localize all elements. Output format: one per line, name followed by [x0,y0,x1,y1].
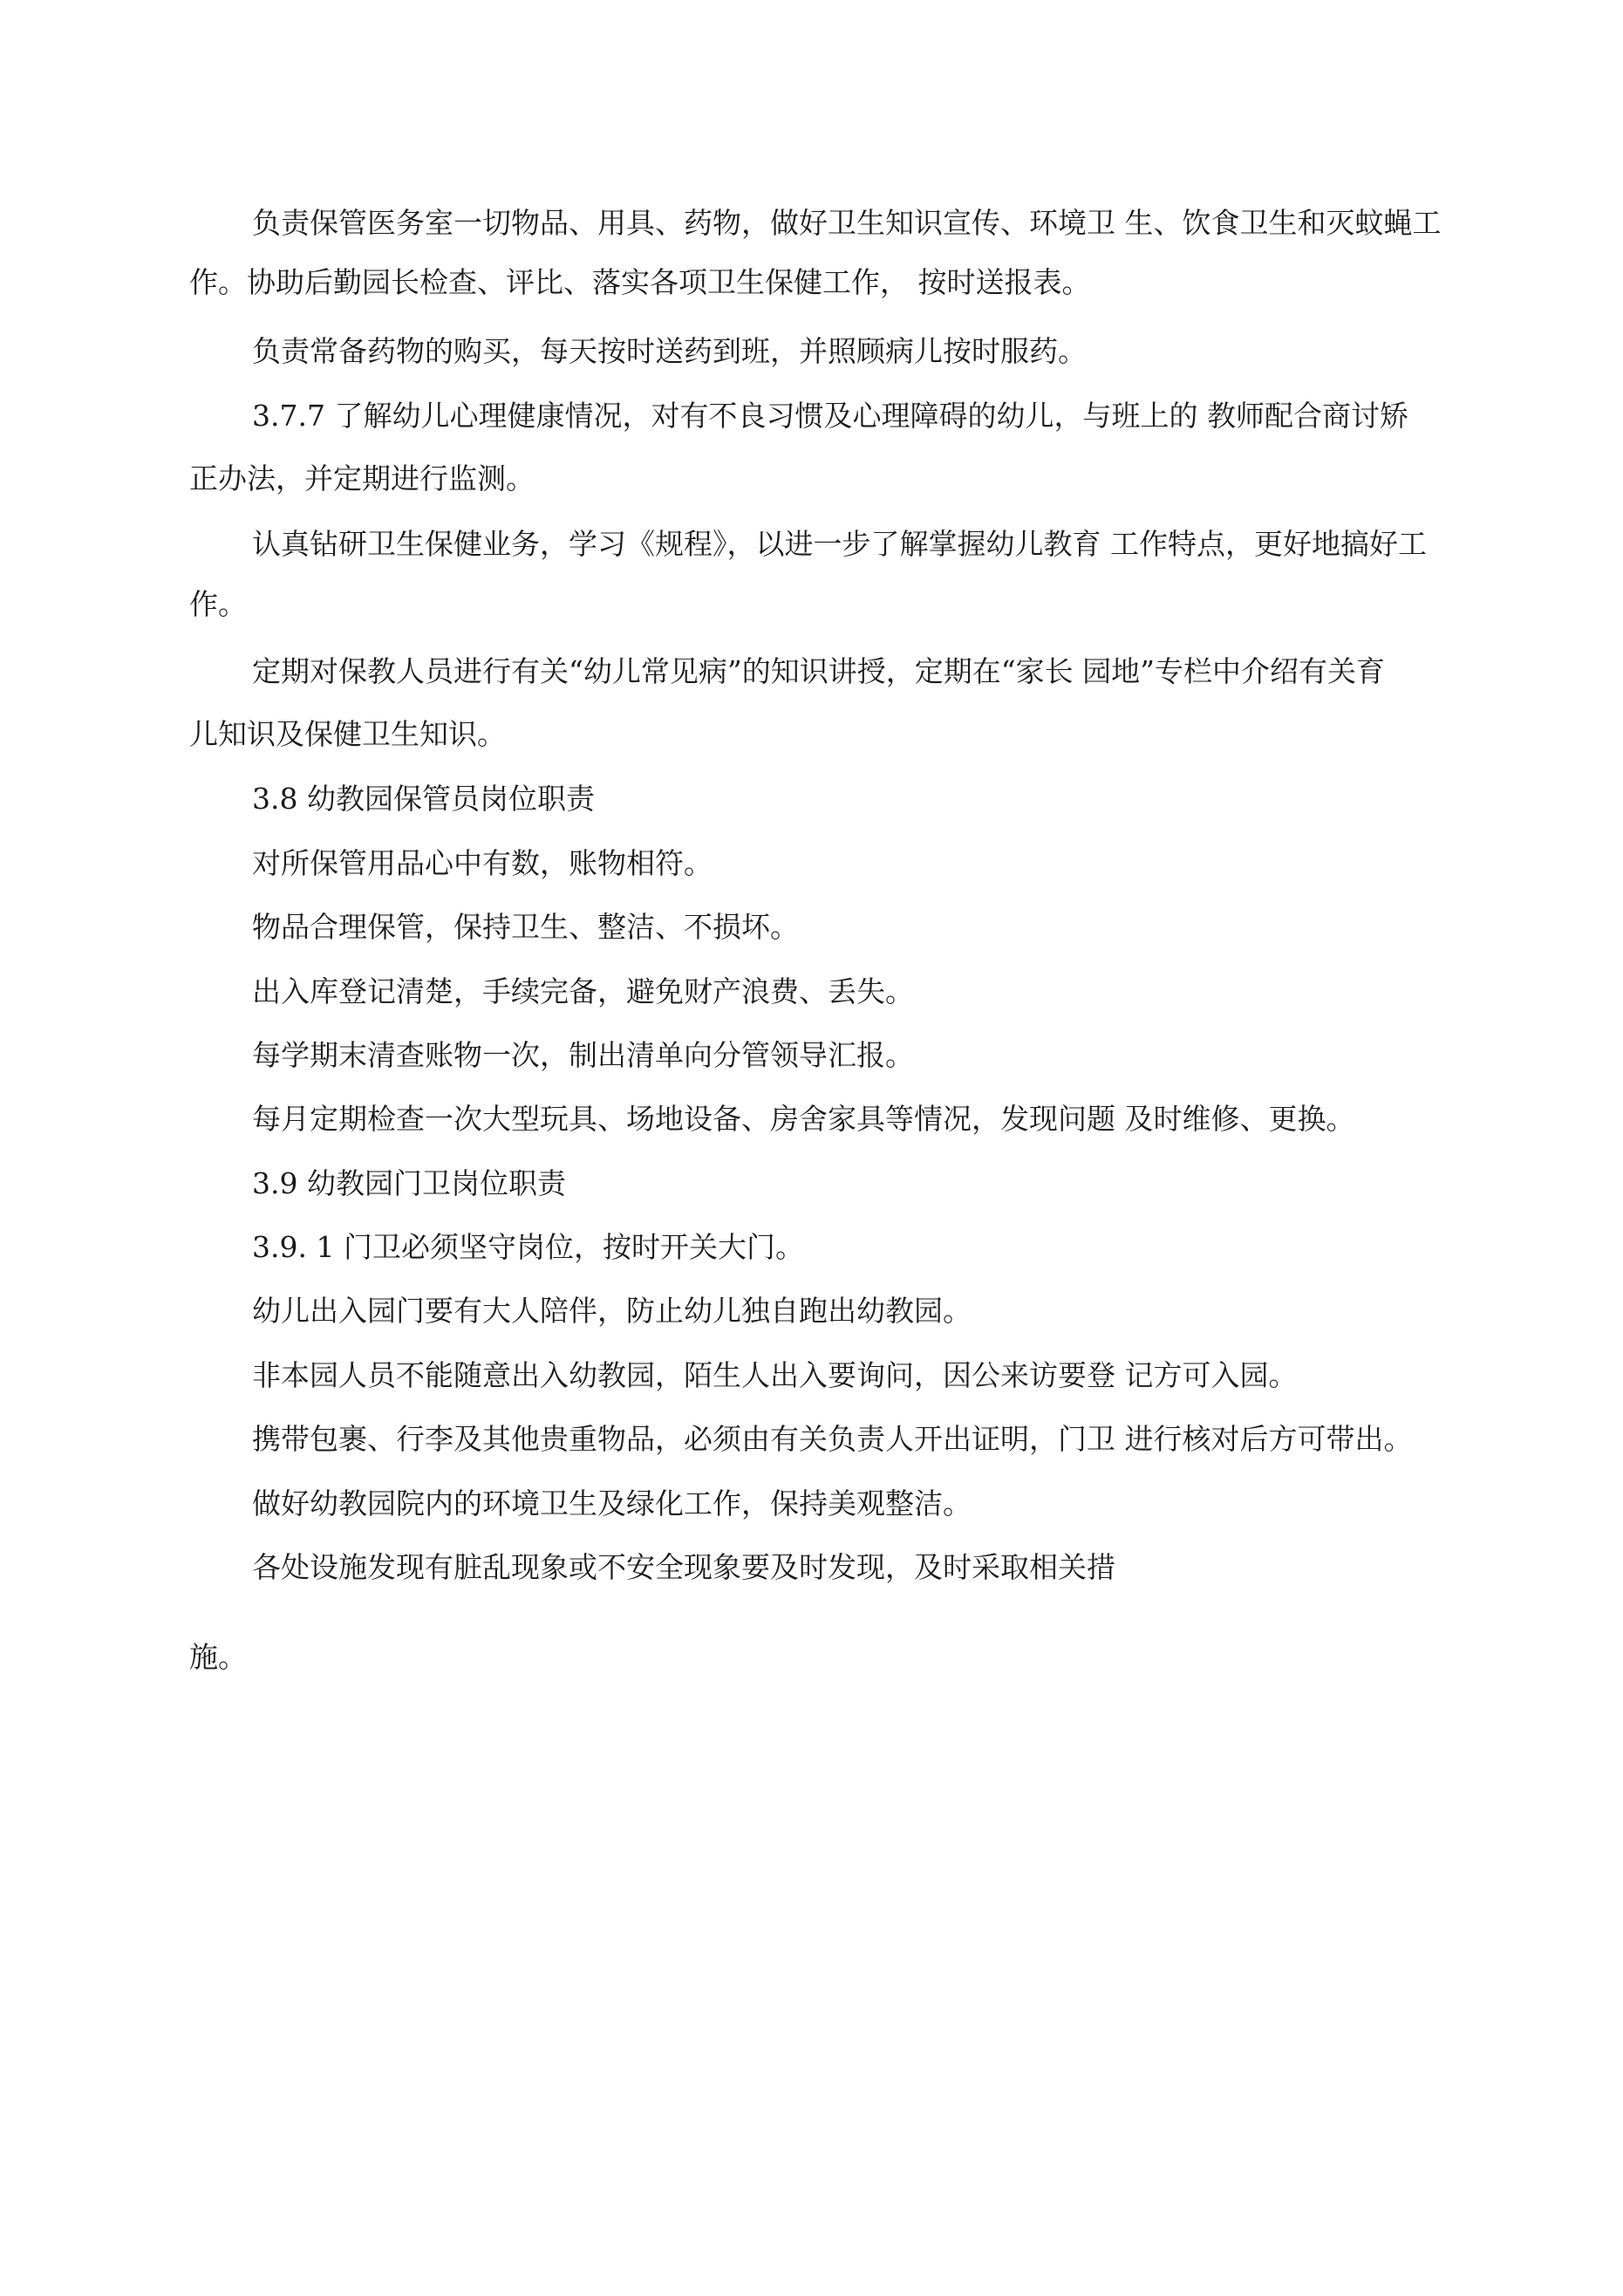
paragraph-line: 作。协助后勤园长检查、评比、落实各项卫生保健工作， 按时送报表。 [189,265,1091,299]
section-heading: 3.9 幼教园门卫岗位职责 [252,1166,566,1200]
paragraph-line: 每月定期检查一次大型玩具、场地设备、房舍家具等情况，发现问题 及时维修、更换。 [252,1102,1355,1136]
paragraph-line: 携带包裹、行李及其他贵重物品，必须由有关负责人开出证明，门卫 进行核对后方可带出。 [252,1422,1413,1456]
paragraph-line: 负责常备药物的购买，每天按时送药到班，并照顾病儿按时服药。 [252,334,1087,368]
paragraph-line: 定期对保教人员进行有关“幼儿常见病”的知识讲授，定期在“家长 园地”专栏中介绍有关育 [252,654,1385,688]
paragraph-line: 每学期末清查账物一次，制出清单向分管领导汇报。 [252,1038,914,1072]
paragraph-line: 非本园人员不能随意出入幼教园，陌生人出入要询问，因公来访要登 记方可入园。 [252,1358,1298,1392]
paragraph-line: 负责保管医务室一切物品、用具、药物，做好卫生知识宣传、环境卫 生、饮食卫生和灭蚊蝇工 [252,206,1442,240]
paragraph-line: 3.9. 1 门卫必须坚守岗位，按时开关大门。 [252,1230,804,1264]
paragraph-line: 出入库登记清楚，手续完备，避免财产浪费、丢失。 [252,974,914,1008]
paragraph-line: 3.7.7 了解幼儿心理健康情况，对有不良习惯及心理障碍的幼儿，与班上的 教师配合商讨矫 [252,399,1408,433]
paragraph-line: 施。 [189,1640,247,1674]
paragraph-line: 认真钻研卫生保健业务，学习《规程》，以进一步了解掌握幼儿教育 工作特点，更好地搞好工 [252,527,1427,561]
paragraph-line: 正办法，并定期进行监测。 [189,461,535,495]
paragraph-line: 儿知识及保健卫生知识。 [189,717,506,751]
paragraph-line: 幼儿出入园门要有大人陪伴，防止幼儿独自跑出幼教园。 [252,1294,972,1328]
paragraph-line: 做好幼教园院内的环境卫生及绿化工作，保持美观整洁。 [252,1486,972,1520]
paragraph-line: 各处设施发现有脏乱现象或不安全现象要及时发现，及时采取相关措 [252,1550,1115,1584]
paragraph-line: 对所保管用品心中有数，账物相符。 [252,846,713,880]
paragraph-line: 物品合理保管，保持卫生、整洁、不损坏。 [252,910,799,944]
paragraph-line: 作。 [189,587,247,621]
section-heading: 3.8 幼教园保管员岗位职责 [252,782,595,816]
